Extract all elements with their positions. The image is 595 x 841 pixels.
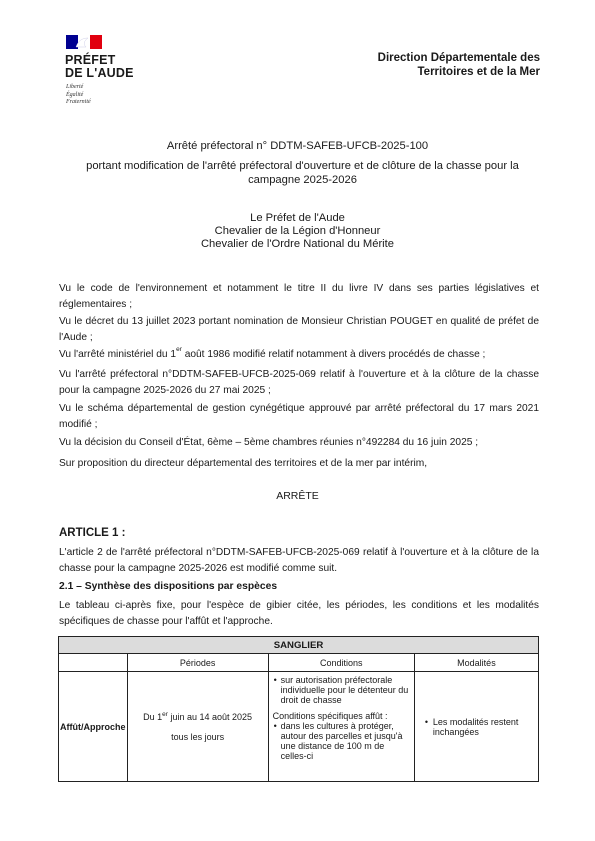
period-text-b: juin au 14 août 2025 [167, 711, 253, 722]
article-1-heading: ARTICLE 1 : [59, 527, 126, 539]
prefet-line-2: Chevalier de la Légion d'Honneur [214, 225, 381, 237]
direction-line-1: Direction Départementale des [377, 52, 540, 64]
bullet-icon: • [424, 716, 429, 727]
condition-1-text: sur autorisation préfectorale individuelle pour le détenteur du droit de chasse [280, 675, 409, 705]
direction-line-2: Territoires et de la Mer [417, 65, 540, 78]
considerant-decret-nomination: Vu le décret du 13 juillet 2023 portant nomination de Monsieur Christian POUGET en qualité de préfet de l'Aude ; [59, 316, 539, 343]
period-cell [127, 672, 268, 782]
section-2-1-heading: 2.1 – Synthèse des dispositions par espèces [59, 581, 278, 592]
considerant-conseil-etat: Vu la décision du Conseil d'État, 6ème – 5ème chambres réunies n°492284 du 16 juin 2025 ; [59, 437, 479, 448]
c3-text-a: Vu l'arrêté ministériel du 1 [59, 349, 177, 360]
motto-liberte: Liberté [66, 84, 84, 90]
logo-line-1: PRÉFET [65, 53, 116, 67]
prefecture-logo-name [65, 54, 134, 80]
modalites-text: Les modalités restent inchangées [432, 716, 519, 737]
modalites-item [425, 717, 534, 737]
prefet-line-1: Le Préfet de l'Aude [250, 212, 345, 224]
considerant-arrete-prefectoral: Vu l'arrêté préfectoral n°DDTM-SAFEB-UFCB-2025-069 relatif à l'ouverture et à la clôture de la chasse pour la campagne 2025-2026 du 27 mai 2025 ; [59, 369, 539, 396]
species-provisions-table [58, 636, 539, 782]
condition-2-text: dans les cultures à protéger, autour des parcelles et jusqu'à une distance de 100 m de celles-ci [280, 721, 403, 761]
prefet-line-3: Chevalier de l'Ordre National du Mérite [200, 238, 395, 250]
prefet-titles [0, 212, 595, 251]
motto-fraternite: Fraternité [66, 99, 91, 105]
row-label-affut-approche: Affût/Approche [59, 672, 128, 782]
condition-item [273, 721, 410, 761]
table-column-headers [59, 654, 539, 672]
period-dates [132, 712, 264, 722]
period-superscript: er [162, 710, 168, 718]
condition-item [273, 675, 410, 705]
republic-motto [66, 84, 91, 107]
conditions-cell [268, 672, 414, 782]
column-header-modalites: Modalités [414, 654, 538, 672]
species-name: SANGLIER [59, 637, 539, 654]
marianne-flag-logo [66, 35, 102, 49]
decree-subject: portant modification de l'arrêté préfectoral d'ouverture et de clôture de la chasse pour la campagne 2025-2026 [86, 160, 519, 186]
article-1-text: L'article 2 de l'arrêté préfectoral n°DDTM-SAFEB-UFCB-2025-069 relatif à l'ouverture et à la clôture de la chasse pour la campagne 2025-2026 est modifié comme suit. [59, 547, 539, 574]
period-text-a: Du 1 [143, 711, 163, 722]
table-row [59, 672, 539, 782]
considerant-schema-cynegetique: Vu le schéma départemental de gestion cynégétique approuvé par arrêté préfectoral du 17 mars 2021 modifié ; [59, 403, 539, 430]
column-header-conditions: Conditions [268, 654, 414, 672]
considerant-proposition: Sur proposition du directeur départemental des territoires et de la mer par intérim, [59, 458, 428, 469]
issuing-department [378, 52, 540, 79]
considerant-code-environnement: Vu le code de l'environnement et notamment le titre II du livre IV dans ses parties législatives et réglementaires ; [59, 283, 539, 310]
condition-specific-heading: Conditions spécifiques affût : [272, 711, 388, 721]
modalites-cell [414, 672, 538, 782]
bullet-icon: • [273, 721, 277, 731]
c3-superscript: er [176, 346, 182, 353]
table-species-header-row [59, 637, 539, 654]
bullet-icon: • [273, 675, 277, 685]
column-header-periodes: Périodes [127, 654, 268, 672]
decree-number: Arrêté préfectoral n° DDTM-SAFEB-UFCB-2025-100 [166, 140, 429, 152]
motto-egalite: Égalité [66, 91, 84, 98]
considerant-arrete-ministeriel [59, 347, 539, 363]
section-2-1-intro: Le tableau ci-après fixe, pour l'espèce de gibier citée, les périodes, les conditions et les modalités spécifiques de chasse pour l'affût et l'approche. [59, 600, 539, 627]
c3-text-b: août 1986 modifié relatif notamment à divers procédés de chasse ; [181, 349, 486, 360]
empty-header-cell [59, 654, 128, 672]
period-days: tous les jours [171, 731, 225, 742]
arrete-heading: ARRÊTE [276, 490, 319, 502]
logo-line-2: DE L'AUDE [65, 66, 134, 80]
